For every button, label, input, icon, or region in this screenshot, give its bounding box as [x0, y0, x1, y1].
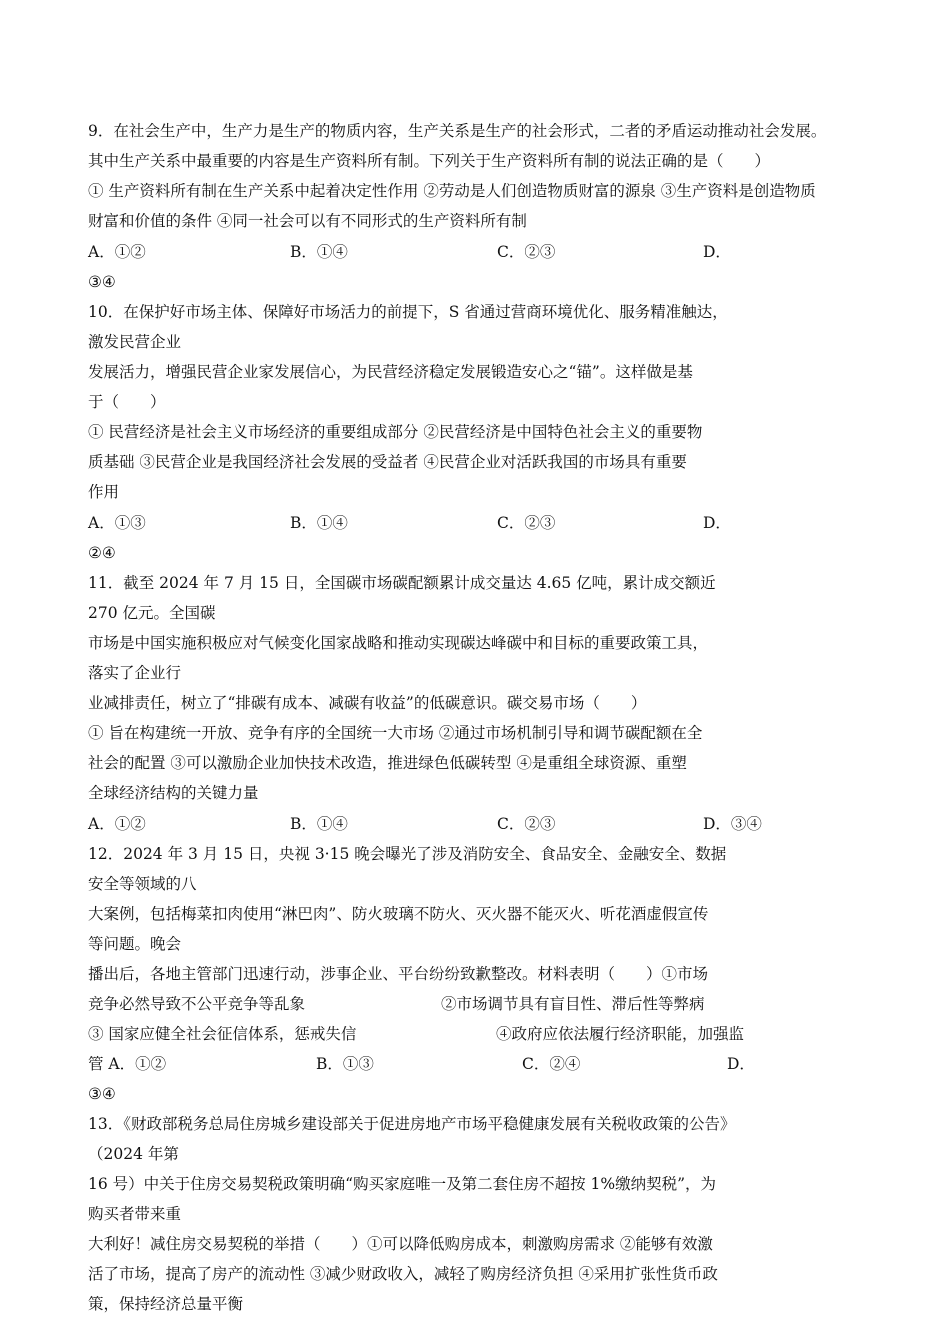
q12-line-4: 等问题。晚会 — [88, 935, 182, 953]
q10-line-4: 于（ ） — [88, 393, 166, 411]
q12-option-d-value: ③④ — [88, 1085, 116, 1103]
q12-line-1: 12．2024 年 3 月 15 日，央视 3·15 晚会曝光了涉及消防安全、食品安全、金融安全、数据 — [88, 845, 727, 863]
q10-line-1: 10．在保护好市场主体、保障好市场活力的前提下，S 省通过营商环境优化、服务精准触达， — [88, 303, 728, 321]
q12-line-2: 安全等领域的八 — [88, 875, 197, 893]
q10-line-3: 发展活力，增强民营企业家发展信心，为民营经济稳定发展锻造安心之“锚”。这样做是基 — [88, 363, 693, 381]
q13-line-6: 活了市场，提高了房产的流动性 ③减少财政收入，减轻了购房经济负担 ④采用扩张性货币政 — [88, 1265, 718, 1283]
q9-stem-line-2: 其中生产关系中最重要的内容是生产资料所有制。下列关于生产资料所有制的说法正确的是（ ） — [88, 152, 771, 170]
q9-items-line-1: ① 生产资料所有制在生产关系中起着决定性作用 ②劳动是人们创造物质财富的源泉 ③生产资料是创造物质 — [88, 182, 816, 200]
q9-option-c: C．②③ — [497, 243, 556, 261]
q11-line-4: 落实了企业行 — [88, 664, 182, 682]
q12-line-3: 大案例，包括梅菜扣肉使用“淋巴肉”、防火玻璃不防火、灭火器不能灭火、听花酒虚假宣传 — [88, 905, 709, 923]
q12-option-c: C．②④ — [522, 1055, 581, 1073]
q10-option-d: D． — [703, 514, 731, 532]
q10-line-2: 激发民营企业 — [88, 333, 182, 351]
q12-item-2: ②市场调节具有盲目性、滞后性等弊病 — [441, 995, 705, 1013]
q9-option-d-value: ③④ — [88, 273, 116, 291]
q10-line-7: 作用 — [88, 483, 120, 501]
q11-option-a: A．①② — [88, 815, 146, 833]
q9-items-line-2: 财富和价值的条件 ④同一社会可以有不同形式的生产资料所有制 — [88, 212, 527, 230]
q11-line-6: ① 旨在构建统一开放、竞争有序的全国统一大市场 ②通过市场机制引导和调节碳配额在全 — [88, 724, 703, 742]
q10-option-a: A．①③ — [88, 514, 146, 532]
q11-line-3: 市场是中国实施积极应对气候变化国家战略和推动实现碳达峰碳中和目标的重要政策工具， — [88, 634, 709, 652]
q13-line-2: （2024 年第 — [88, 1145, 179, 1163]
q13-line-1: 13．《财政部税务总局住房城乡建设部关于促进房地产市场平稳健康发展有关税收政策的公告》 — [88, 1115, 736, 1133]
q12-item-4: ④政府应依法履行经济职能，加强监 — [496, 1025, 745, 1043]
q13-line-7: 策，保持经济总量平衡 — [88, 1295, 244, 1313]
q11-line-1: 11．截至 2024 年 7 月 15 日，全国碳市场碳配额累计成交量达 4.65 亿吨，累计成交额近 — [88, 574, 716, 592]
q13-line-5: 大利好！减住房交易契税的举措（ ）①可以降低购房成本，刺激购房需求 ②能够有效激 — [88, 1235, 713, 1253]
q10-option-c: C．②③ — [497, 514, 556, 532]
q9-stem-line-1: 9．在社会生产中，生产力是生产的物质内容，生产关系是生产的社会形式，二者的矛盾运动推动社会发展。 — [88, 122, 827, 140]
q12-option-b: B．①③ — [316, 1055, 374, 1073]
q10-line-6: 质基础 ③民营企业是我国经济社会发展的受益者 ④民营企业对活跃我国的市场具有重要 — [88, 453, 687, 471]
q11-line-8: 全球经济结构的关键力量 — [88, 784, 259, 802]
q9-option-d: D． — [703, 243, 731, 261]
q12-item-1: 竞争必然导致不公平竞争等乱象 — [88, 995, 306, 1013]
q13-line-3: 16 号）中关于住房交易契税政策明确“购买家庭唯一及第二套住房不超按 1%缴纳契税”，为 — [88, 1175, 717, 1193]
q9-option-b: B．①④ — [290, 243, 348, 261]
q9-option-a: A．①② — [88, 243, 146, 261]
q12-line-5: 播出后，各地主管部门迅速行动，涉事企业、平台纷纷致歉整改。材料表明（ ）①市场 — [88, 965, 709, 983]
q11-option-d: D．③④ — [703, 815, 762, 833]
q11-option-c: C．②③ — [497, 815, 556, 833]
q11-option-b: B．①④ — [290, 815, 348, 833]
q10-option-d-value: ②④ — [88, 544, 116, 562]
q10-line-5: ① 民营经济是社会主义市场经济的重要组成部分 ②民营经济是中国特色社会主义的重要物 — [88, 423, 703, 441]
q12-item-3: ③ 国家应健全社会征信体系，惩戒失信 — [88, 1025, 357, 1043]
q11-line-2: 270 亿元。全国碳 — [88, 604, 216, 622]
q10-option-b: B．①④ — [290, 514, 348, 532]
q11-line-7: 社会的配置 ③可以激励企业加快技术改造，推进绿色低碳转型 ④是重组全球资源、重塑 — [88, 754, 687, 772]
q12-option-a: 管 A．①② — [88, 1055, 167, 1073]
q13-line-4: 购买者带来重 — [88, 1205, 182, 1223]
q12-option-d: D． — [727, 1055, 755, 1073]
q11-line-5: 业减排责任，树立了“排碳有成本、减碳有收益”的低碳意识。碳交易市场（ ） — [88, 694, 647, 712]
